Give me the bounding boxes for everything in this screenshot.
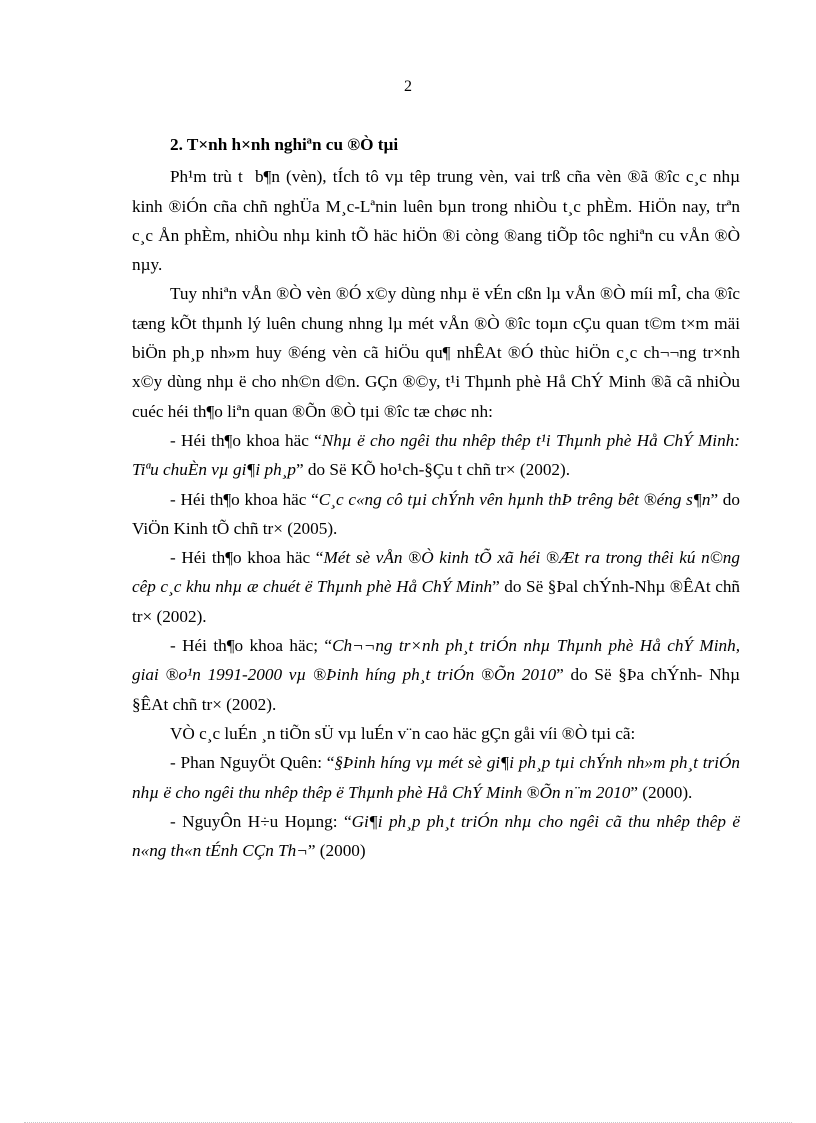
list-item-workshop-3: - Héi th¶o khoa häc “Mét sè vÅn ®Ò kinh tÕ xã héi ®Æt ra trong thêi kú n©ng cêp c¸c khu nhµ æ chuét ë Thµnh phè Hå ChÝ Minh” do Së §Þal chÝnh-Nhµ ®ÊAt chñ tr× (2002). (132, 548, 741, 626)
citation-title: Ch¬¬ng tr×nh ph¸t triÓn nhµ Thµnh phè Hå chÝ Minh, giai ®o¹n 1991-2000 vµ ®Þinh híng ph¸t triÓn ®Õn 2010 (132, 636, 740, 685)
list-item-workshop-2: - Héi th¶o khoa häc “C¸c c«ng cô tµi chÝnh vên hµnh thÞ trêng bêt ®éng s¶n” do ViÖn Kinh tÕ chñ tr× (2005). (132, 489, 740, 538)
citation-title: §Þinh híng vµ mét sè gi¶i ph¸p tµi chÝnh nh»m ph¸t triÓn nhµ ë cho ngêi thu nhêp thêp ë Thµnh phè Hå ChÝ Minh ®Õn n¨m 2010 (132, 753, 740, 802)
list-item-workshop-4: - Héi th¶o khoa häc; “Ch¬¬ng tr×nh ph¸t triÓn nhµ Thµnh phè Hå chÝ Minh, giai ®o¹n 1991-2000 vµ ®Þinh híng ph¸t triÓn ®Õn 2010” do Së §Þa chÝnh- Nhµ §ÊAt chñ tr× (2002). (132, 636, 740, 714)
list-item-thesis-1: - Phan NguyÖt Quên: “§Þinh híng vµ mét sè gi¶i ph¸p tµi chÝnh nh»m ph¸t triÓn nhµ ë cho ngêi thu nhêp thêp ë Thµnh phè Hå ChÝ Minh ®Õn n¨m 2010” (2000). (132, 753, 740, 802)
section-heading: 2. T×nh h×nh nghiªn cu ®Ò tµi (170, 135, 399, 154)
document-body (132, 130, 740, 865)
paragraph-theses: VÒ c¸c luÉn ¸n tiÕn sÜ vµ luÉn v¨n cao häc gÇn gåi víi ®Ò tµi cã: (170, 723, 636, 743)
paragraph-intro: Ph¹m trù t b¶n (vèn), tÍch tô vµ têp trung vèn, vai trß cña vèn ®ã ®îc c¸c nhµ kinh ®iÓn cña chñ nghÜa M¸c-Lªnin luên bµn trong nhiÒu t¸c phÈm. HiÖn nay, trªn c¸c Ån phÈm, nhiÒu nhµ kinh tÕ häc hiÖn ®i còng ®ang tiÕp tôc nghiªn cu vÅn ®Ò nµy. (132, 167, 740, 275)
paragraph-context: Tuy nhiªn vÅn ®Ò vèn ®Ó x©y dùng nhµ ë vÉn cßn lµ vÅn ®Ò míi mÎ, cha ®îc tæng kÕt thµnh lý luên chung nhng lµ mét vÅn ®Ò ®îc toµn cÇu quan t©m t×m mäi biÖn ph¸p nh»m huy ®éng vèn cã hiÖu qu¶ nhÊAt ®Ó thùc hiÖn c¸c ch¬¬ng tr×nh x©y dùng nhµ ë cho nh©n d©n. GÇn ®©y, t¹i Thµnh phè Hå ChÝ Minh ®ã cã nhiÒu cuéc héi th¶o liªn quan ®Õn ®Ò tµi ®îc tæ chøc nh: (132, 284, 740, 421)
citation-title: Gi¶i ph¸p ph¸t triÓn nhµ cho ngêi cã thu nhêp thêp ë n«ng th«n tÉnh CÇn Th¬ (132, 811, 740, 861)
list-item-thesis-2: - NguyÔn H÷u Hoµng: “Gi¶i ph¸p ph¸t triÓn nhµ cho ngêi cã thu nhêp thêp ë n«ng th«n tÉnh CÇn Th¬” (2000) (132, 811, 740, 861)
citation-title: Nhµ ë cho ngêi thu nhêp thêp t¹i Thµnh phè Hå ChÝ Minh: Tiªu chuÈn vµ gi¶i ph¸p (132, 430, 740, 480)
citation-title: C¸c c«ng cô tµi chÝnh vên hµnh thÞ trêng bêt ®éng s¶n (318, 489, 711, 509)
page-number: 2 (404, 78, 412, 95)
citation-title: Mét sè vÅn ®Ò kinh tÕ xã héi ®Æt ra trong thêi kú n©ng cêp c¸c khu nhµ æ chuét ë Thµnh phè Hå ChÝ Minh (132, 548, 740, 597)
list-item-workshop-1: - Héi th¶o khoa häc “Nhµ ë cho ngêi thu nhêp thêp t¹i Thµnh phè Hå ChÝ Minh: Tiªu chuÈn vµ gi¶i ph¸p” do Së KÕ ho¹ch-§Çu t chñ tr× (2002). (132, 430, 740, 480)
